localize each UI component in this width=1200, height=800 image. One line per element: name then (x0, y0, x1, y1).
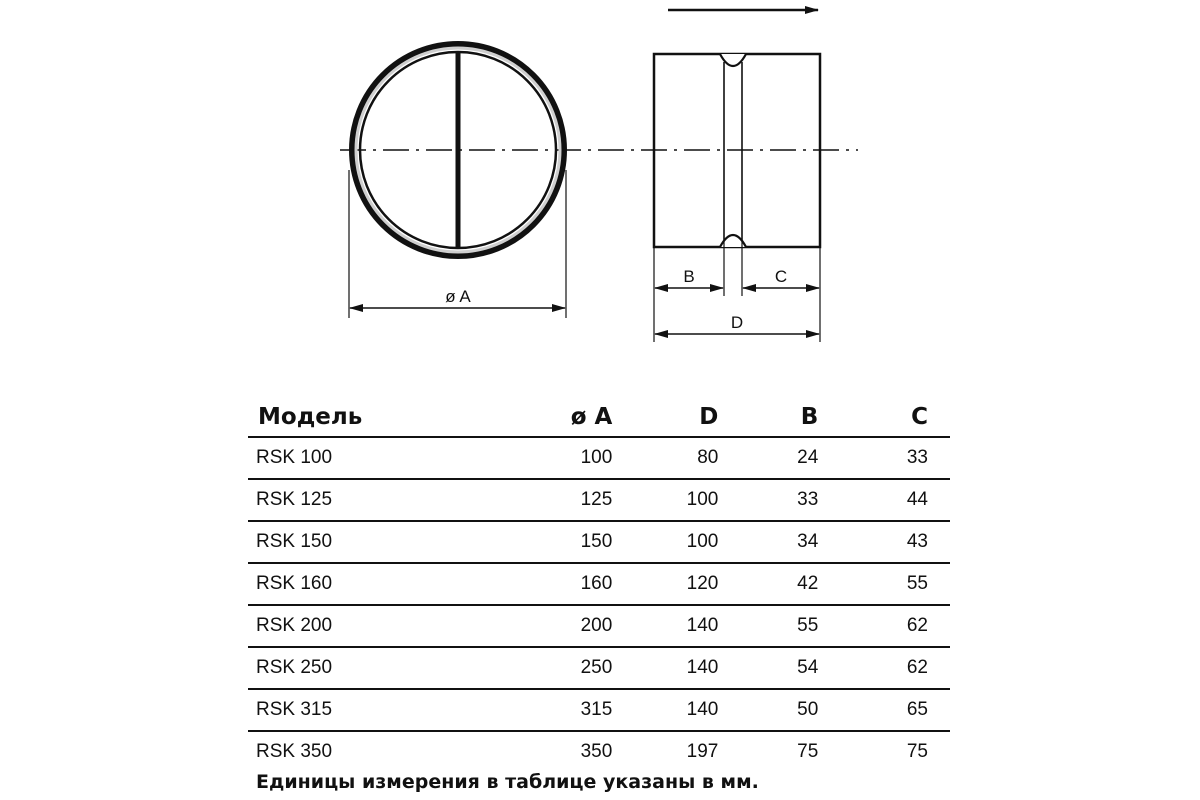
cell-a: 100 (456, 437, 613, 479)
cell-model: RSK 100 (248, 437, 456, 479)
cell-b: 33 (718, 479, 818, 521)
cell-a: 200 (456, 605, 613, 647)
units-footnote: Единицы измерения в таблице указаны в мм. (256, 771, 759, 793)
table-header-row (248, 388, 950, 437)
cell-model: RSK 150 (248, 521, 456, 563)
cell-b: 34 (718, 521, 818, 563)
table-row (248, 479, 950, 521)
c-label: C (774, 267, 788, 286)
header-diameter-a: ø A (456, 388, 613, 437)
cell-d: 100 (612, 479, 718, 521)
cell-a: 250 (456, 647, 613, 689)
cell-model: RSK 125 (248, 479, 456, 521)
cell-b: 24 (718, 437, 818, 479)
cell-b: 55 (718, 605, 818, 647)
cell-d: 140 (612, 689, 718, 731)
front-view (349, 44, 566, 318)
header-c: C (818, 388, 950, 437)
cell-d: 140 (612, 647, 718, 689)
d-label: D (730, 313, 744, 332)
diameter-label: ø A (445, 287, 471, 306)
header-b: B (718, 388, 818, 437)
cell-d: 197 (686, 741, 719, 762)
cell-model: RSK 315 (248, 689, 456, 731)
table-row (248, 731, 950, 772)
cell-d: 80 (612, 437, 718, 479)
cell-c: 55 (818, 563, 950, 605)
cell-model: RSK 250 (248, 647, 456, 689)
table-row (248, 437, 950, 479)
cell-c: 62 (818, 647, 950, 689)
header-d: D (612, 388, 718, 437)
cell-d: 100 (612, 521, 718, 563)
cell-a: 315 (456, 689, 613, 731)
cell-d: 140 (612, 605, 718, 647)
cell-model: RSK 160 (248, 563, 456, 605)
cell-b: 75 (797, 741, 819, 762)
cell-model: RSK 350 (256, 741, 333, 762)
cell-c: 44 (818, 479, 950, 521)
specs-table (248, 388, 950, 772)
technical-drawing (0, 0, 1200, 390)
cell-b: 54 (718, 647, 818, 689)
cell-c: 62 (818, 605, 950, 647)
table-row (248, 605, 950, 647)
table-row (248, 647, 950, 689)
cell-c: 75 (906, 741, 928, 762)
cell-b: 42 (718, 563, 818, 605)
cell-a: 160 (456, 563, 613, 605)
b-label: B (683, 267, 695, 286)
cell-d: 120 (612, 563, 718, 605)
cell-a: 125 (456, 479, 613, 521)
cell-c: 65 (818, 689, 950, 731)
cell-a: 350 (580, 741, 613, 762)
table-row (248, 563, 950, 605)
side-view (654, 54, 820, 342)
cell-b: 50 (718, 689, 818, 731)
cell-model: RSK 200 (248, 605, 456, 647)
cell-c: 43 (818, 521, 950, 563)
table-row (248, 521, 950, 563)
table-row (248, 689, 950, 731)
cell-a: 150 (456, 521, 613, 563)
cell-c: 33 (818, 437, 950, 479)
header-model: Модель (248, 388, 456, 437)
